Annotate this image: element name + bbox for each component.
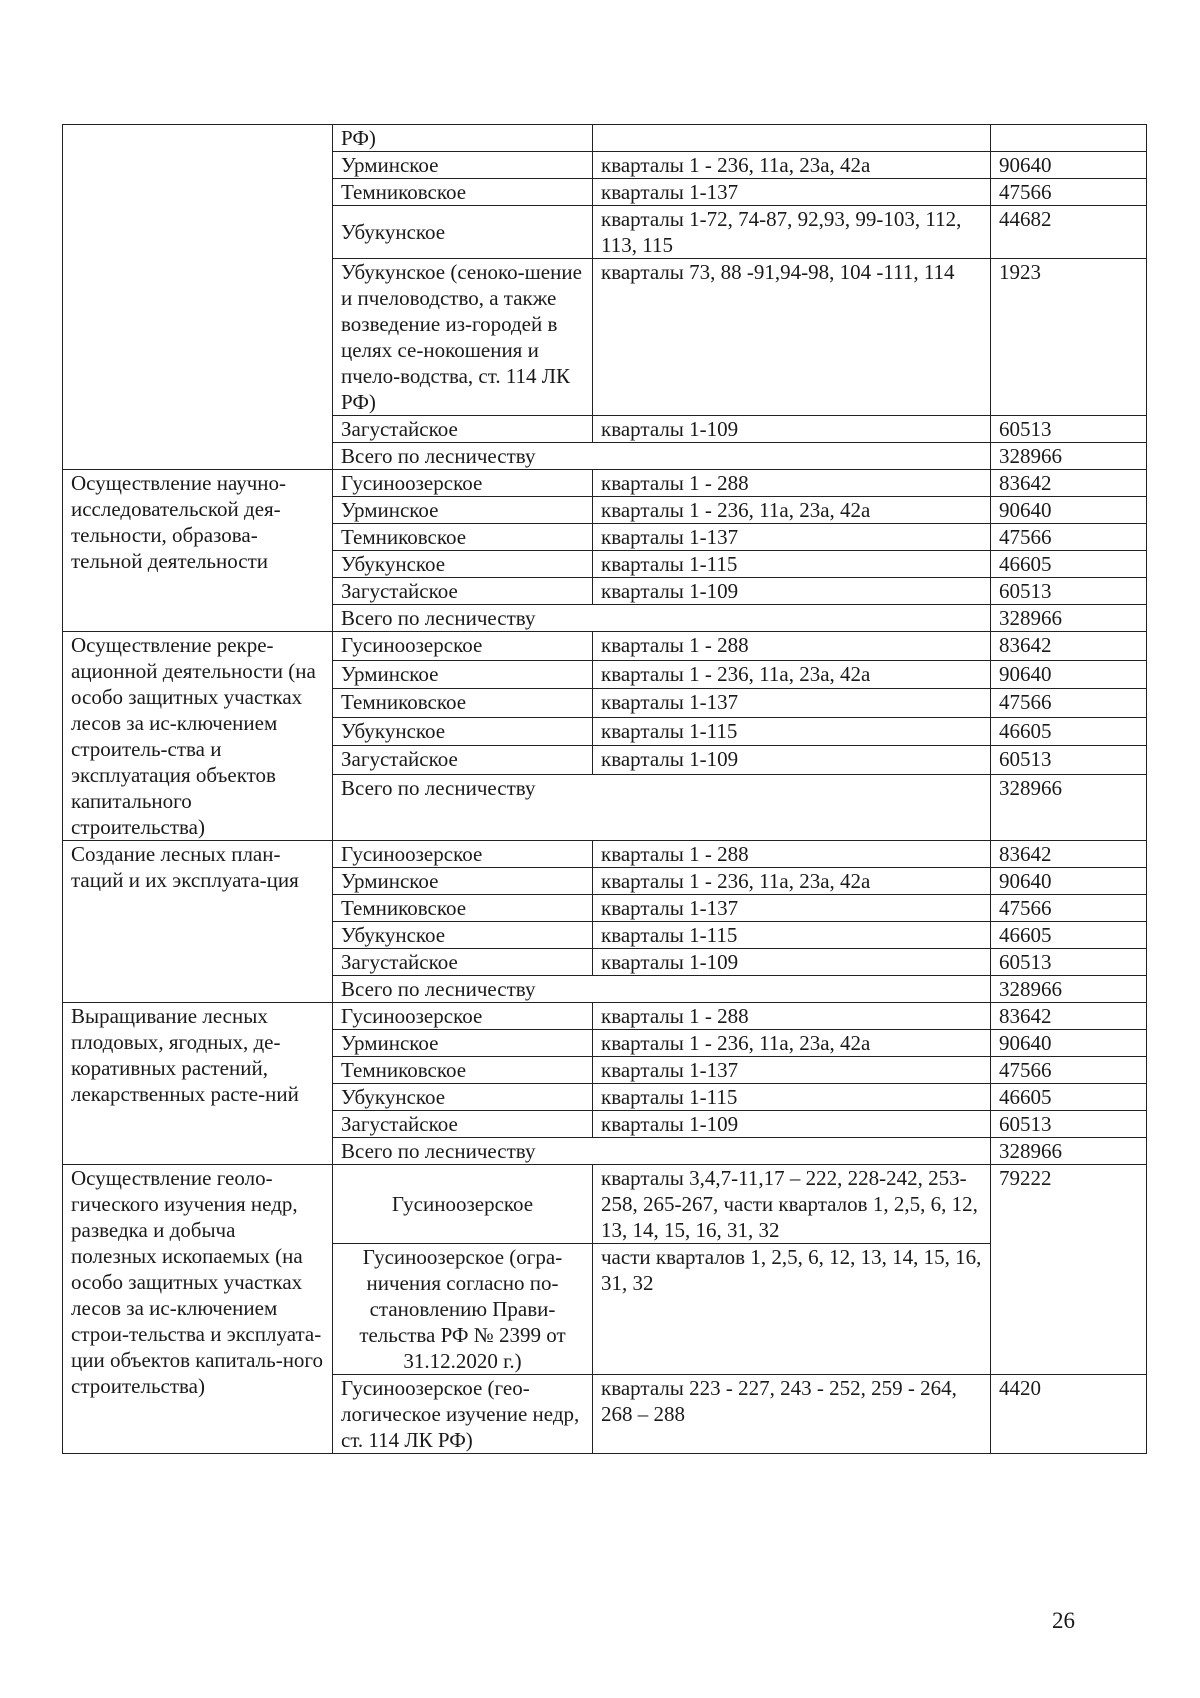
area-cell: 83642 bbox=[991, 470, 1147, 497]
area-cell: 60513 bbox=[991, 746, 1147, 775]
quarters-cell: кварталы 1 - 236, 11а, 23а, 42а bbox=[593, 868, 991, 895]
activity-type-cell bbox=[63, 125, 333, 470]
quarters-cell bbox=[593, 125, 991, 152]
forestry-name-cell: Темниковское bbox=[333, 895, 593, 922]
forestry-name-cell: Гусиноозерское (огра-ничения согласно по-становлению Прави-тельства РФ № 2399 от 31.12.2020 г.) bbox=[333, 1244, 593, 1375]
quarters-cell: кварталы 1 - 288 bbox=[593, 1003, 991, 1030]
quarters-cell: кварталы 1-137 bbox=[593, 1057, 991, 1084]
forestry-name-cell: Урминское bbox=[333, 868, 593, 895]
table-row bbox=[63, 1003, 1147, 1030]
forestry-table bbox=[62, 124, 1147, 1454]
total-area-cell: 328966 bbox=[991, 775, 1147, 841]
forestry-name-cell: Темниковское bbox=[333, 179, 593, 206]
quarters-cell: кварталы 1-137 bbox=[593, 895, 991, 922]
forestry-name-cell: Убукунское bbox=[333, 551, 593, 578]
forestry-name-cell: Гусиноозерское (гео-логическое изучение недр, ст. 114 ЛК РФ) bbox=[333, 1375, 593, 1454]
total-label-cell: Всего по лесничеству bbox=[333, 443, 991, 470]
quarters-cell: кварталы 1-109 bbox=[593, 1111, 991, 1138]
area-cell: 60513 bbox=[991, 1111, 1147, 1138]
forestry-name-cell: Убукунское bbox=[333, 206, 593, 259]
total-area-cell: 328966 bbox=[991, 605, 1147, 632]
area-cell: 47566 bbox=[991, 524, 1147, 551]
forestry-name-cell: Урминское bbox=[333, 152, 593, 179]
forestry-name-cell: Гусиноозерское bbox=[333, 1003, 593, 1030]
area-cell: 44682 bbox=[991, 206, 1147, 259]
table-row bbox=[63, 470, 1147, 497]
area-cell: 60513 bbox=[991, 416, 1147, 443]
forestry-name-cell: Урминское bbox=[333, 497, 593, 524]
area-cell: 60513 bbox=[991, 578, 1147, 605]
quarters-cell: кварталы 1-109 bbox=[593, 746, 991, 775]
quarters-cell: кварталы 1 - 288 bbox=[593, 632, 991, 661]
activity-type-cell: Осуществление рекре-ационной деятельности (на особо защитных участках лесов за ис-ключением строитель-ства и эксплуатация объектов капитального строительства) bbox=[63, 632, 333, 841]
area-cell: 47566 bbox=[991, 895, 1147, 922]
forestry-name-cell: Загустайское bbox=[333, 416, 593, 443]
quarters-cell: кварталы 223 - 227, 243 - 252, 259 - 264, 268 – 288 bbox=[593, 1375, 991, 1454]
area-cell: 1923 bbox=[991, 259, 1147, 416]
forestry-name-cell: Урминское bbox=[333, 1030, 593, 1057]
forestry-name-cell: Убукунское bbox=[333, 717, 593, 746]
activity-type-cell: Осуществление научно-исследовательской дея-тельности, образова-тельной деятельности bbox=[63, 470, 333, 632]
total-label-cell: Всего по лесничеству bbox=[333, 605, 991, 632]
quarters-cell: кварталы 3,4,7-11,17 – 222, 228-242, 253-258, 265-267, части кварталов 1, 2,5, 6, 12, 13, 14, 15, 16, 31, 32 bbox=[593, 1165, 991, 1244]
forestry-name-cell: Загустайское bbox=[333, 578, 593, 605]
activity-type-cell: Создание лесных план-таций и их эксплуата-ция bbox=[63, 841, 333, 1003]
activity-type-cell: Осуществление геоло-гического изучения недр, разведка и добыча полезных ископаемых (на особо защитных участках лесов за ис-ключением строи-тельства и эксплуата-ции объектов капиталь-ного строительства) bbox=[63, 1165, 333, 1454]
total-area-cell: 328966 bbox=[991, 976, 1147, 1003]
quarters-cell: кварталы 1 - 288 bbox=[593, 470, 991, 497]
quarters-cell: части кварталов 1, 2,5, 6, 12, 13, 14, 15, 16, 31, 32 bbox=[593, 1244, 991, 1375]
area-cell: 83642 bbox=[991, 632, 1147, 661]
area-cell: 79222 bbox=[991, 1165, 1147, 1375]
forestry-name-cell: Урминское bbox=[333, 660, 593, 689]
quarters-cell: кварталы 1 - 236, 11а, 23а, 42а bbox=[593, 497, 991, 524]
area-cell: 46605 bbox=[991, 922, 1147, 949]
quarters-cell: кварталы 1-115 bbox=[593, 717, 991, 746]
area-cell: 46605 bbox=[991, 551, 1147, 578]
area-cell: 90640 bbox=[991, 660, 1147, 689]
quarters-cell: кварталы 1 - 288 bbox=[593, 841, 991, 868]
quarters-cell: кварталы 1-115 bbox=[593, 1084, 991, 1111]
forestry-name-cell: Гусиноозерское bbox=[333, 470, 593, 497]
forestry-name-cell: Темниковское bbox=[333, 524, 593, 551]
forestry-name-cell: Убукунское bbox=[333, 922, 593, 949]
table-row bbox=[63, 632, 1147, 661]
area-cell: 47566 bbox=[991, 1057, 1147, 1084]
forestry-name-cell: Гусиноозерское bbox=[333, 841, 593, 868]
total-label-cell: Всего по лесничеству bbox=[333, 1138, 991, 1165]
table-row bbox=[63, 125, 1147, 152]
forestry-name-cell: Загустайское bbox=[333, 1111, 593, 1138]
total-label-cell: Всего по лесничеству bbox=[333, 775, 991, 841]
area-cell: 90640 bbox=[991, 152, 1147, 179]
quarters-cell: кварталы 1-115 bbox=[593, 551, 991, 578]
area-cell: 47566 bbox=[991, 179, 1147, 206]
forestry-name-cell: Темниковское bbox=[333, 689, 593, 718]
page-number: 26 bbox=[1052, 1608, 1075, 1633]
forestry-name-cell: Загустайское bbox=[333, 949, 593, 976]
table-row bbox=[63, 1165, 1147, 1244]
activity-type-cell: Выращивание лесных плодовых, ягодных, де-коративных растений, лекарственных расте-ний bbox=[63, 1003, 333, 1165]
area-cell: 60513 bbox=[991, 949, 1147, 976]
table-row bbox=[63, 841, 1147, 868]
quarters-cell: кварталы 1 - 236, 11а, 23а, 42а bbox=[593, 152, 991, 179]
area-cell: 90640 bbox=[991, 497, 1147, 524]
quarters-cell: кварталы 1-137 bbox=[593, 179, 991, 206]
forestry-name-cell: Темниковское bbox=[333, 1057, 593, 1084]
total-area-cell: 328966 bbox=[991, 1138, 1147, 1165]
total-label-cell: Всего по лесничеству bbox=[333, 976, 991, 1003]
area-cell: 47566 bbox=[991, 689, 1147, 718]
quarters-cell: кварталы 1-137 bbox=[593, 689, 991, 718]
quarters-cell: кварталы 1 - 236, 11а, 23а, 42а bbox=[593, 660, 991, 689]
forestry-name-cell: РФ) bbox=[333, 125, 593, 152]
quarters-cell: кварталы 1-72, 74-87, 92,93, 99-103, 112, 113, 115 bbox=[593, 206, 991, 259]
forestry-name-cell: Гусиноозерское bbox=[333, 632, 593, 661]
forestry-name-cell: Гусиноозерское bbox=[333, 1165, 593, 1244]
quarters-cell: кварталы 73, 88 -91,94-98, 104 -111, 114 bbox=[593, 259, 991, 416]
area-cell: 90640 bbox=[991, 868, 1147, 895]
total-area-cell: 328966 bbox=[991, 443, 1147, 470]
quarters-cell: кварталы 1-115 bbox=[593, 922, 991, 949]
quarters-cell: кварталы 1-109 bbox=[593, 416, 991, 443]
area-cell: 90640 bbox=[991, 1030, 1147, 1057]
forestry-name-cell: Убукунское (сеноко-шение и пчеловодство, а также возведение из-городей в целях се-нокошения и пчело-водства, ст. 114 ЛК РФ) bbox=[333, 259, 593, 416]
forestry-name-cell: Убукунское bbox=[333, 1084, 593, 1111]
quarters-cell: кварталы 1-109 bbox=[593, 578, 991, 605]
area-cell: 4420 bbox=[991, 1375, 1147, 1454]
quarters-cell: кварталы 1-137 bbox=[593, 524, 991, 551]
area-cell: 46605 bbox=[991, 1084, 1147, 1111]
area-cell: 83642 bbox=[991, 841, 1147, 868]
quarters-cell: кварталы 1-109 bbox=[593, 949, 991, 976]
area-cell: 46605 bbox=[991, 717, 1147, 746]
area-cell bbox=[991, 125, 1147, 152]
area-cell: 83642 bbox=[991, 1003, 1147, 1030]
quarters-cell: кварталы 1 - 236, 11а, 23а, 42а bbox=[593, 1030, 991, 1057]
forestry-name-cell: Загустайское bbox=[333, 746, 593, 775]
